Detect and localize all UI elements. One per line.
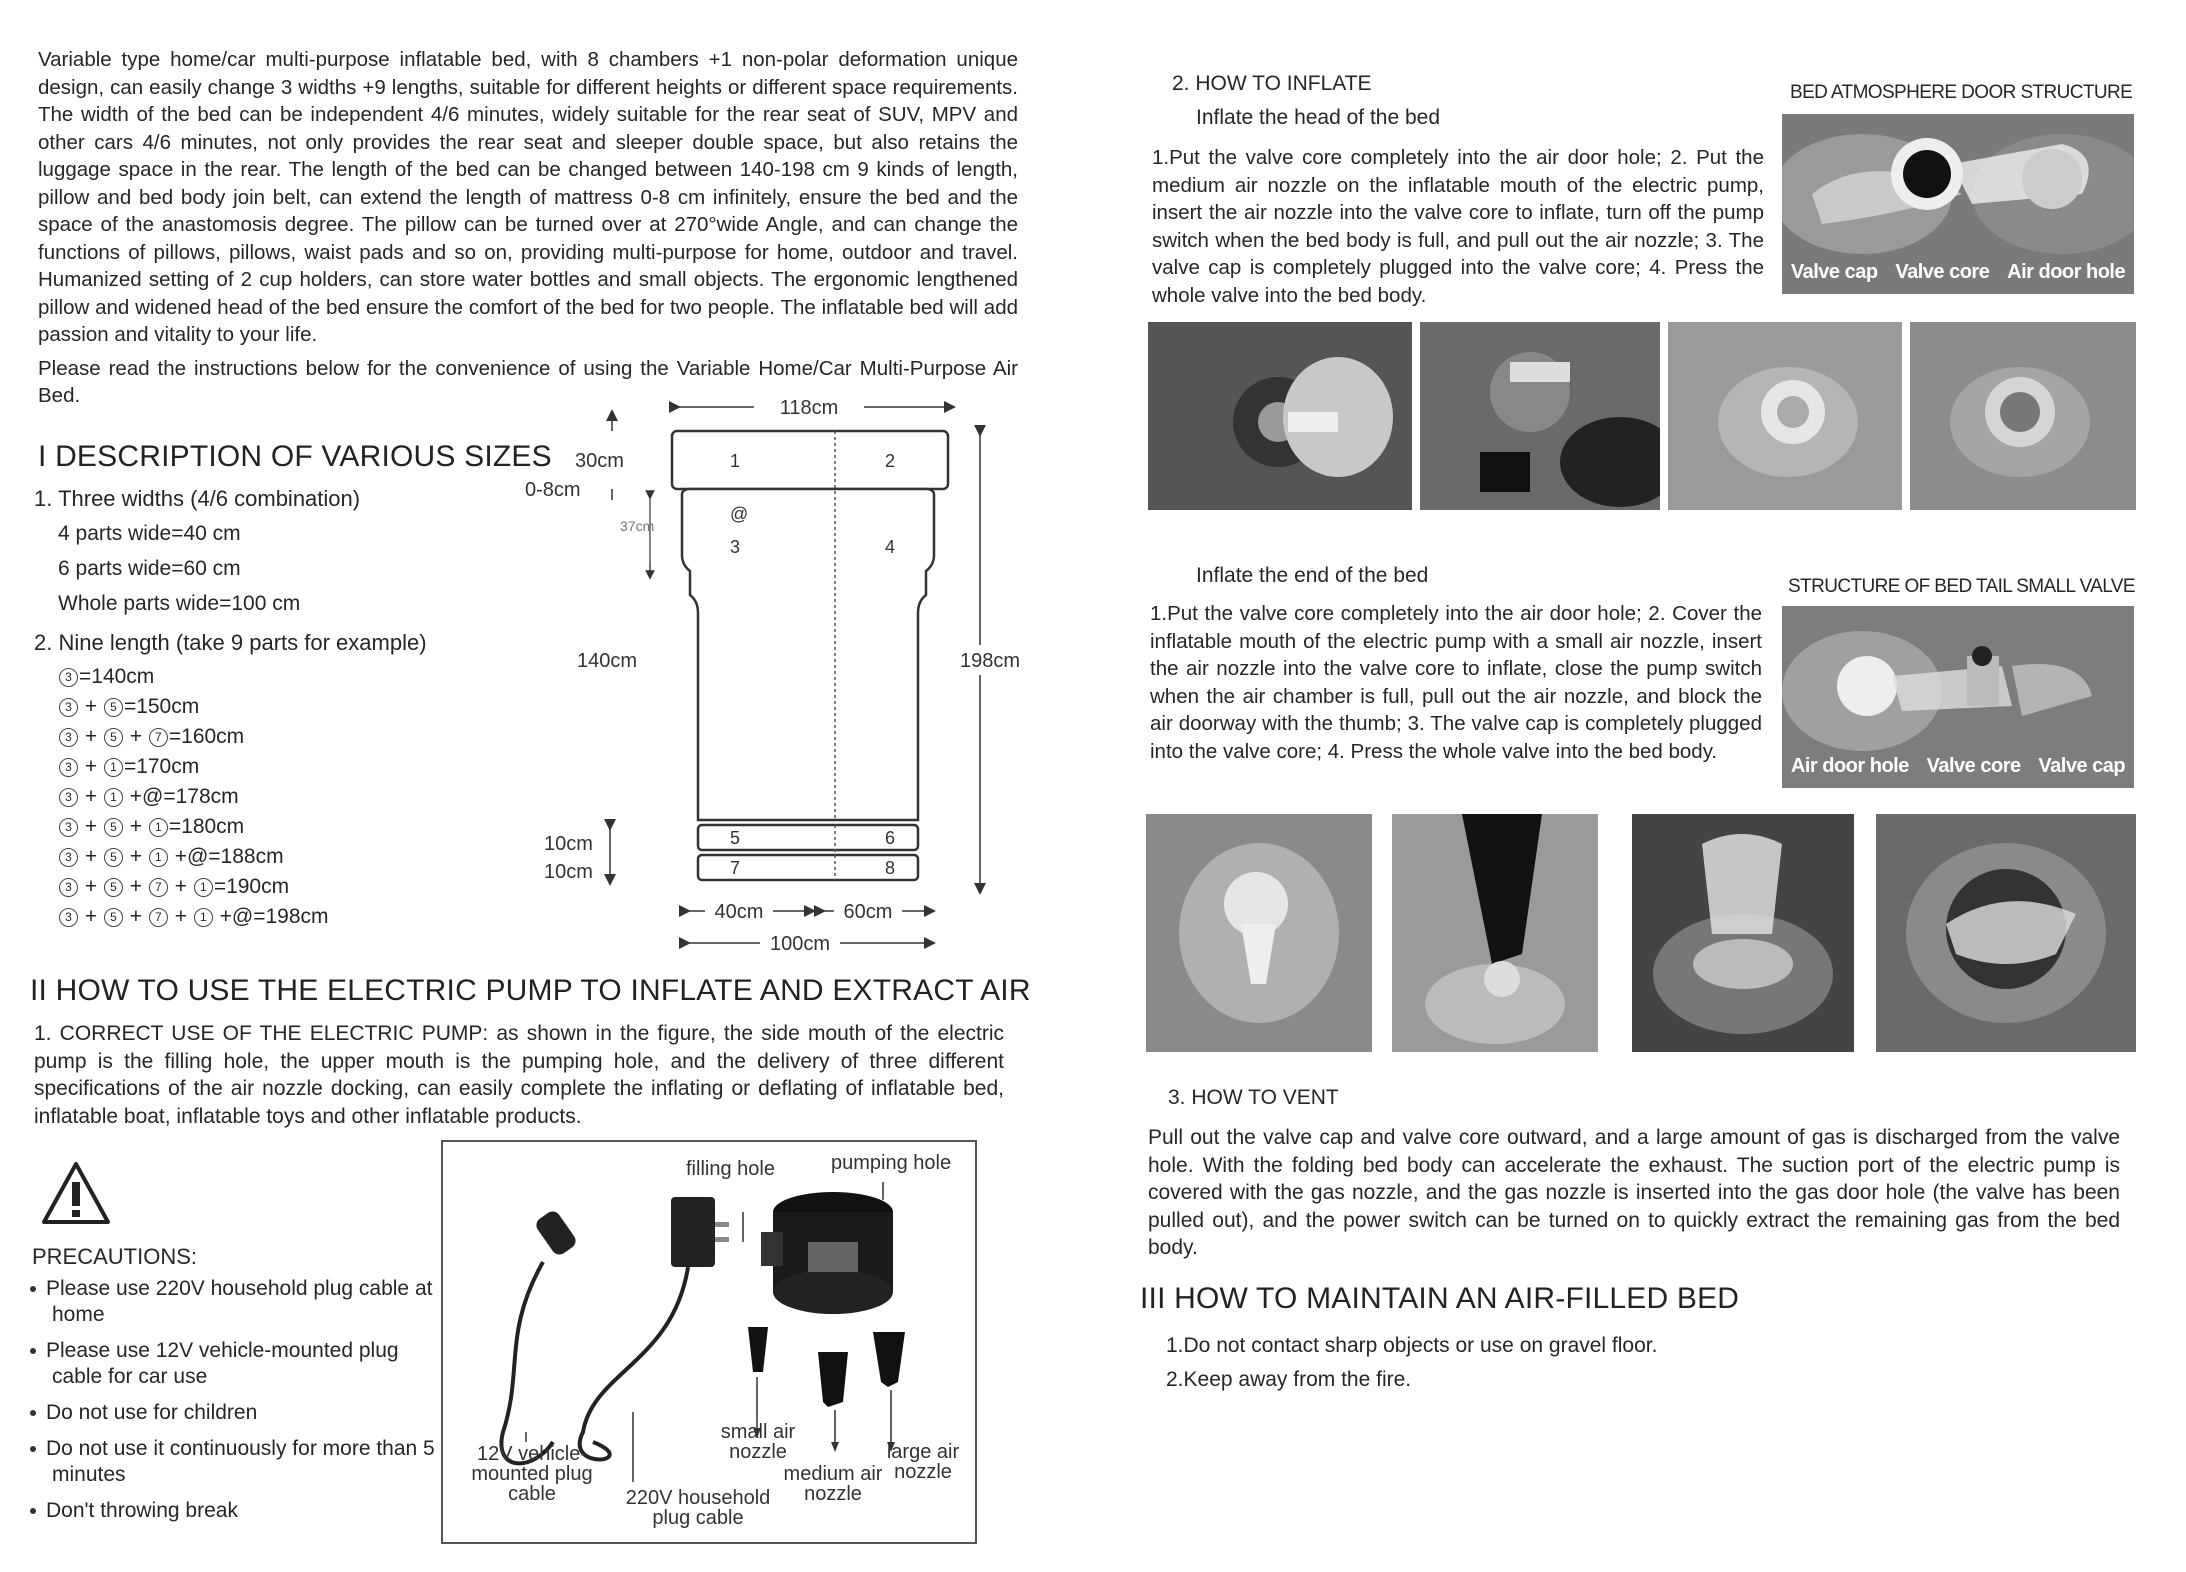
length-option: 3 + 5 + 7 + 1 =190cm [58,872,329,902]
intro-paragraph: Variable type home/car multi-purpose inflatable bed, with 8 chambers +1 non-polar deformation unique design, can easily change 3 widths +9 lengths, suitable for different heights or different space requirements. The width of the bed can be independent 4/6 minutes, widely suitable for the rear seat of SUV, MPV and other cars 4/6 minutes, not only provides the rear seat and sleeper double space, but also retains the luggage space in the rear. The length of the bed can be changed between 140-198 cm 9 kinds of length, pillow and bed body join belt, can extend the length of mattress 0-8 cm infinitely, ensure the bed and the space of the anastomosis degree. The pillow can be turned over at 270°wide Angle, and can change the functions of pillows, pillows, waist pads and so on, providing multi-purpose for home, outdoor and travel. Humanized setting of 2 cup holders, can store water bottles and small objects. The ergonomic lengthened pillow and widened head of the bed ensure the comfort of the bed for two people. The inflatable bed will add passion and vitality to your life. [38,48,1018,346]
part-number-badge: 3 [59,728,78,747]
width-item: 6 parts wide=60 cm [58,557,241,580]
section1-title: I DESCRIPTION OF VARIOUS SIZES [38,440,552,473]
warning-icon [40,1160,112,1226]
step-photo [1148,322,1412,510]
part-number-badge: 1 [149,848,168,867]
caption: Air door hole [1790,755,1909,777]
length-value: =178cm [163,785,239,808]
precaution-item: Do not use it continuously for more than 5 minutes [30,1436,440,1488]
vent-title: 3. HOW TO VENT [1168,1086,1339,1109]
label-large-nozzle: large air nozzle [886,1441,960,1483]
length-option: 3 + 5 =150cm [58,692,329,722]
precaution-item: Don't throwing break [30,1498,440,1524]
cell-7: 7 [730,858,741,878]
section2-title: II HOW TO USE THE ELECTRIC PUMP TO INFLATE AND EXTRACT AIR [30,974,1031,1007]
cell-at: @ [730,504,749,524]
cell-8: 8 [885,858,896,878]
part-number-badge: 1 [194,878,213,897]
part-number-badge: 1 [149,818,168,837]
inflate-head-text: 1.Put the valve core completely into the air door hole; 2. Put the medium air nozzle on the inflatable mouth of the electric pump, insert the air nozzle into the valve core to inflate, turn off the pump switch when the bed body is full, and pull out the air nozzle; 3. The valve cap is completely plugged into the valve core; 4. Press the whole valve into the bed body. [1152,146,1764,307]
pump-usage-text: 1. CORRECT USE OF THE ELECTRIC PUMP: as shown in the figure, the side mouth of the electric pump is the filling hole, the upper mouth is the pumping hole, and the delivery of three different specifications of the air nozzle docking, can easily complete the inflating or deflating of inflatable bed, inflatable boat, inflatable toys and other inflatable products. [34,1022,1004,1128]
part-number-badge: 3 [59,698,78,717]
precaution-item: Please use 220V household plug cable at home [30,1276,440,1328]
part-number-badge: 5 [104,848,123,867]
dim-total-length: 198cm [959,650,1021,672]
pillow-chamber [672,431,948,489]
part-number-badge: 1 [104,758,123,777]
step-photo [1146,814,1372,1052]
length-value: =180cm [168,815,245,838]
dim-pillow-height: 30cm [575,450,624,472]
cell-1: 1 [730,451,741,471]
length-value: =188cm [208,845,284,868]
length-option: 3 + 1 =170cm [58,752,329,782]
struct2-title: STRUCTURE OF BED TAIL SMALL VALVE [1788,576,2135,597]
caption: Valve core [1895,261,1990,283]
part-number-badge: 5 [104,878,123,897]
inflate-end-text: 1.Put the valve core completely into the air door hole; 2. Cover the inflatable mouth of the electric pump with a small air nozzle, insert the air nozzle into the valve core to inflate, close the pump switch when the air chamber is full, pull out the air nozzle, and block the air doorway with the thumb; 3. The valve cap is completely plugged into the valve core; 4. Press the whole valve into the bed body. [1150,602,1762,763]
dim-full-width: 100cm [769,933,831,955]
lengths-heading: 2. Nine length (take 9 parts for example) [34,630,427,655]
part-number-badge: 3 [59,788,78,807]
step-photo [1420,322,1660,510]
part-number-badge: 3 [59,818,78,837]
precaution-item: Please use 12V vehicle-mounted plug cable for car use [30,1338,440,1390]
dim-body-length: 140cm [577,650,638,672]
caption: Air door hole [2007,261,2126,283]
cell-5: 5 [730,828,741,848]
struct1-title: BED ATMOSPHERE DOOR STRUCTURE [1790,82,2133,103]
bed-size-diagram [510,395,1030,965]
width-item: Whole parts wide=100 cm [58,592,301,615]
part-number-badge: 3 [59,878,78,897]
bed-body [682,489,934,820]
pump-figure [441,1140,977,1544]
length-option: 3 + 5 + 1 +@=188cm [58,842,329,872]
cell-6: 6 [885,828,896,848]
step-photo [1876,814,2136,1052]
part-number-badge: 7 [149,908,168,927]
wall-adapter-icon [671,1197,715,1267]
dim-gap: 0-8cm [525,479,581,501]
part-number-badge: 7 [149,728,168,747]
maintain-item: 2.Keep away from the fire. [1166,1368,1412,1391]
part-number-badge: 3 [59,758,78,777]
maintain-item: 1.Do not contact sharp objects or use on gravel floor. [1166,1334,1658,1357]
part-number-badge: 3 [59,668,78,687]
length-option: 3 + 5 + 7 + 1 +@=198cm [58,902,329,932]
dim-neck: 37cm [620,518,655,534]
part-number-badge: 5 [104,728,123,747]
part-number-badge: 5 [104,818,123,837]
inflate-head-subtitle: Inflate the head of the bed [1196,106,1441,129]
length-option: 3 + 5 + 1 =180cm [58,812,329,842]
length-value: =160cm [168,725,245,748]
dim-right-width: 60cm [843,901,893,923]
dim-seg2: 10cm [544,861,593,883]
part-number-badge: 3 [59,908,78,927]
struct2-captions [1782,755,2134,778]
length-option: 3 + 1 +@=178cm [58,782,329,812]
tail-valve-photo [1782,606,2134,788]
label-220v-cable: 220V household plug cable [625,1487,771,1529]
label-small-nozzle: small air nozzle [720,1421,796,1463]
length-option: 3 + 5 + 7 =160cm [58,722,329,752]
part-number-badge: 3 [59,848,78,867]
step-photo [1632,814,1854,1052]
intro-note: Please read the instructions below for the convenience of using the Variable Home/Car Multi-Purpose Air Bed. [38,356,1018,407]
inflate-end-subtitle: Inflate the end of the bed [1196,564,1429,587]
caption: Valve core [1926,755,2021,777]
inflate-title: 2. HOW TO INFLATE [1172,72,1372,95]
medium-nozzle-icon [818,1352,848,1407]
label-filling-hole: filling hole [686,1158,775,1180]
part-number-badge: 7 [149,878,168,897]
dim-left-width: 40cm [714,901,764,923]
part-number-badge: 1 [194,908,213,927]
step-photo [1392,814,1598,1052]
part-number-badge: 1 [104,788,123,807]
section3-title: III HOW TO MAINTAIN AN AIR-FILLED BED [1140,1282,1740,1315]
label-medium-nozzle: medium air nozzle [783,1463,883,1505]
struct1-captions [1782,261,2134,284]
caption: Valve cap [1790,261,1878,283]
length-option [58,662,329,692]
widths-heading: 1. Three widths (4/6 combination) [34,486,361,511]
valve-structure-photo [1782,114,2134,294]
precautions-list [30,1276,440,1534]
length-value: =170cm [123,755,200,778]
precautions-title: PRECAUTIONS: [32,1244,198,1269]
cell-2: 2 [885,451,896,471]
dim-top-width: 118cm [779,397,839,419]
label-12v-cable: 12V vehicle-mounted plug cable [471,1443,593,1505]
cell-3: 3 [730,537,741,557]
length-value: =190cm [213,875,290,898]
step-photo [1910,322,2136,510]
small-nozzle-icon [748,1327,768,1372]
label-pumping-hole: pumping hole [831,1152,952,1174]
caption: Valve cap [2038,755,2126,777]
large-nozzle-icon [873,1332,905,1387]
length-value: =150cm [123,695,200,718]
length-list [58,662,329,932]
vent-text: Pull out the valve cap and valve core outward, and a large amount of gas is discharged from the valve hole. With the folding bed body can accelerate the exhaust. The suction port of the electric pump is covered with the gas nozzle, and the gas nozzle is inserted into the gas door hole (the valve has been pulled out), and the power switch can be turned on to quickly extract the remaining gas from the bed body. [1148,1126,2120,1259]
length-value: =198cm [253,905,329,928]
length-value: =140cm [79,665,155,688]
step-photo [1668,322,1902,510]
width-item: 4 parts wide=40 cm [58,522,241,545]
part-number-badge: 5 [104,698,123,717]
part-number-badge: 5 [104,908,123,927]
intro-text [38,46,1018,410]
dim-seg1: 10cm [544,833,593,855]
cell-4: 4 [885,537,896,557]
car-plug-icon [533,1208,578,1257]
precaution-item: Do not use for children [30,1400,440,1426]
